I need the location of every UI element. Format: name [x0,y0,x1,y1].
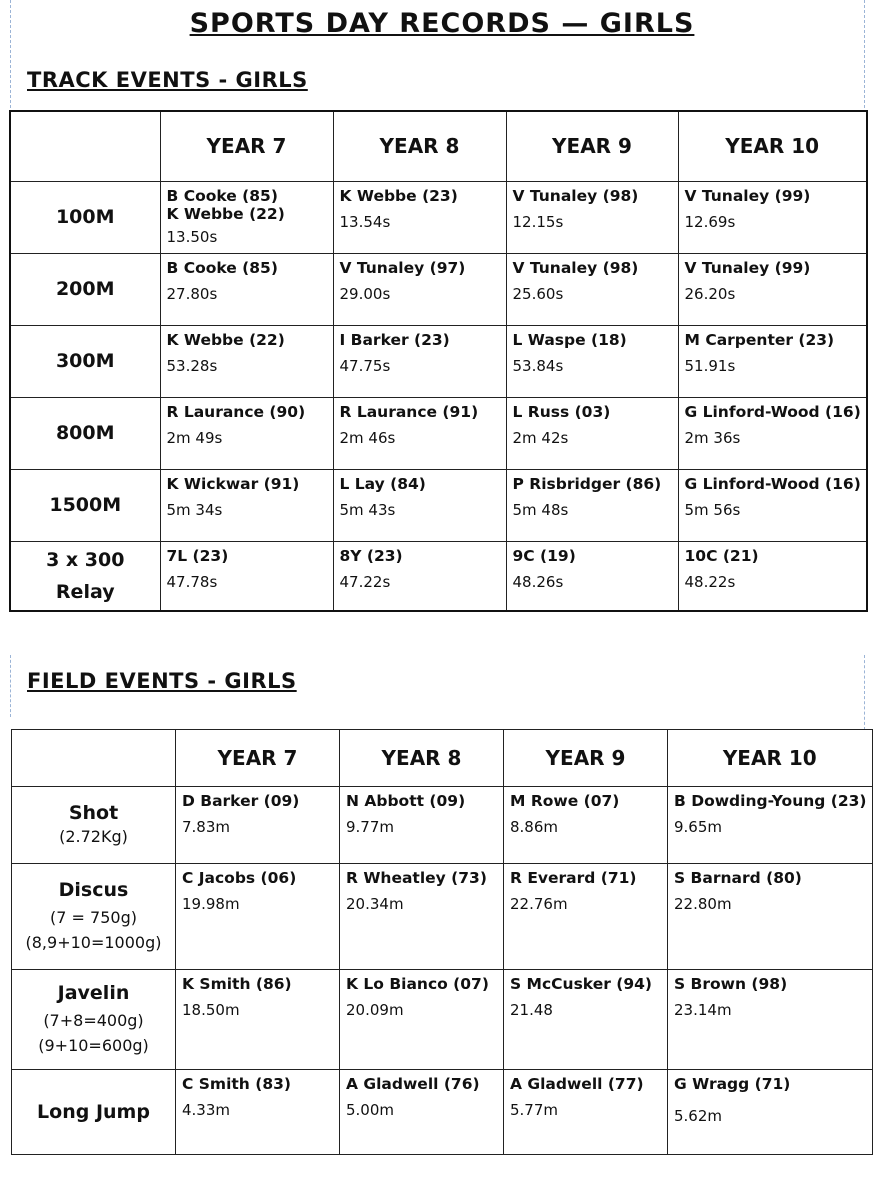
record-value: 20.09m [346,1001,404,1019]
record-cell [678,469,867,541]
record-cell [678,325,867,397]
event-name: 3 x 300 [46,548,125,571]
page-margin-left [10,655,11,717]
record-holder: L Lay (84) [339,474,426,493]
record-value: 9.77m [346,818,395,836]
field-records-table [11,729,873,1155]
record-holder-joint: K Webbe (22) [166,204,285,223]
corner-cell [12,730,176,787]
event-label [10,325,160,397]
event-name: Shot [68,801,119,824]
record-cell [504,787,668,864]
record-cell [504,970,668,1070]
record-value: 2m 36s [684,428,741,447]
record-holder: R Wheatley (73) [346,869,487,887]
record-value: 5m 56s [684,500,741,519]
corner-cell [10,111,160,181]
record-cell [160,469,333,541]
record-holder: 10C (21) [684,546,759,565]
event-name: Long Jump [37,1101,150,1123]
record-holder: R Laurance (90) [166,402,306,421]
record-cell [176,970,340,1070]
event-name: Discus [58,878,129,901]
record-cell [340,787,504,864]
event-label [10,469,160,541]
record-value: 2m 46s [339,428,396,447]
record-value: 12.69s [684,212,736,231]
table-row-800m [10,397,867,469]
record-cell [678,181,867,253]
event-spec: (8,9+10=1000g) [25,932,162,952]
event-label [12,970,176,1070]
record-holder: R Everard (71) [510,869,637,887]
record-holder: L Waspe (18) [512,330,627,349]
header-year-8: YEAR 8 [340,730,504,787]
record-cell [176,1070,340,1155]
record-value: 53.28s [166,356,218,375]
record-value: 25.60s [512,284,564,303]
table-row-200m [10,253,867,325]
record-value: 12.15s [512,212,564,231]
table-row-javelin [12,970,873,1070]
record-holder: B Cooke (85) [166,186,278,205]
record-holder: K Smith (86) [182,975,292,993]
record-value: 48.26s [512,572,564,591]
event-label [10,181,160,253]
record-cell [668,1070,873,1155]
record-value: 18.50m [182,1001,240,1019]
record-holder: B Cooke (85) [166,258,278,277]
record-value: 21.48 [510,1001,553,1019]
table-row-relay [10,541,867,611]
event-spec: (7+8=400g) [43,1010,144,1030]
record-value: 8.86m [510,818,559,836]
table-row-long-jump [12,1070,873,1155]
record-value: 19.98m [182,895,240,913]
event-name: 100M [55,206,115,228]
table-row-100m [10,181,867,253]
record-cell [340,1070,504,1155]
record-holder: L Russ (03) [512,402,611,421]
event-label [10,397,160,469]
record-cell [506,541,678,611]
record-holder: S Barnard (80) [674,869,802,887]
record-cell [176,787,340,864]
record-holder: 8Y (23) [339,546,403,565]
record-holder: V Tunaley (97) [339,258,466,277]
record-cell [678,397,867,469]
record-value: 47.75s [339,356,391,375]
event-label [10,541,160,611]
record-cell [678,253,867,325]
record-value: 13.50s [166,227,218,246]
event-name: 200M [55,278,115,300]
record-value: 7.83m [182,818,231,836]
record-cell [160,325,333,397]
record-holder: 9C (19) [512,546,576,565]
record-cell [340,970,504,1070]
record-value: 22.80m [674,895,732,913]
record-value: 5m 34s [166,500,223,519]
record-value: 23.14m [674,1001,732,1019]
header-year-10: YEAR 10 [678,111,867,181]
record-holder: S McCusker (94) [510,975,652,993]
record-holder: G Linford-Wood (16) [684,474,861,493]
record-cell [333,541,506,611]
record-value: 2m 49s [166,428,223,447]
record-holder: I Barker (23) [339,330,450,349]
header-year-8: YEAR 8 [333,111,506,181]
record-holder: V Tunaley (98) [512,186,639,205]
record-cell [668,787,873,864]
record-cell [333,397,506,469]
record-value: 13.54s [339,212,391,231]
record-holder: A Gladwell (77) [510,1075,644,1093]
table-row-discus [12,864,873,970]
record-value: 47.22s [339,572,391,591]
record-cell [678,541,867,611]
record-value: 29.00s [339,284,391,303]
event-name: 300M [55,350,115,372]
record-value: 5m 48s [512,500,569,519]
record-cell [668,864,873,970]
event-name: 1500M [49,494,122,516]
record-value: 51.91s [684,356,736,375]
header-year-9: YEAR 9 [504,730,668,787]
record-holder: D Barker (09) [182,792,300,810]
table-row-1500m [10,469,867,541]
record-value: 22.76m [510,895,568,913]
event-spec: (9+10=600g) [38,1035,149,1055]
header-year-7: YEAR 7 [160,111,333,181]
event-label [12,1070,176,1155]
record-value: 4.33m [182,1101,231,1119]
record-cell [160,541,333,611]
record-value: 48.22s [684,572,736,591]
record-holder: A Gladwell (76) [346,1075,480,1093]
record-cell [333,469,506,541]
record-value: 5.62m [674,1107,723,1125]
record-cell [668,970,873,1070]
record-cell [340,864,504,970]
table-row-shot [12,787,873,864]
record-value: 5.00m [346,1101,395,1119]
header-year-9: YEAR 9 [506,111,678,181]
record-cell [333,325,506,397]
event-name: Javelin [57,981,130,1004]
record-holder: K Webbe (23) [339,186,458,205]
record-cell [506,325,678,397]
record-value: 27.80s [166,284,218,303]
event-label [12,787,176,864]
record-cell [333,253,506,325]
record-holder: M Rowe (07) [510,792,620,810]
record-cell [506,181,678,253]
page-margin-right [864,655,865,730]
record-holder: K Lo Bianco (07) [346,975,489,993]
record-cell [160,253,333,325]
record-holder: N Abbott (09) [346,792,466,810]
record-value: 5.77m [510,1101,559,1119]
event-label [12,864,176,970]
event-spec: (2.72Kg) [59,826,128,846]
page-title: SPORTS DAY RECORDS — GIRLS [189,8,695,39]
record-holder: B Dowding-Young (23) [674,792,867,810]
field-section-title: FIELD EVENTS - GIRLS [27,669,297,693]
record-cell [160,181,333,253]
event-name-line2: Relay [55,580,115,603]
record-holder: M Carpenter (23) [684,330,835,349]
header-year-10: YEAR 10 [668,730,873,787]
table-row-300m [10,325,867,397]
record-holder: S Brown (98) [674,975,788,993]
record-value: 47.78s [166,572,218,591]
track-records-table [9,110,868,612]
record-cell [504,864,668,970]
record-holder: C Jacobs (06) [182,869,297,887]
record-holder: G Linford-Wood (16) [684,402,861,421]
record-holder: V Tunaley (98) [512,258,639,277]
record-holder: G Wragg (71) [674,1075,791,1093]
record-value: 9.65m [674,818,723,836]
record-cell [506,469,678,541]
track-section-title: TRACK EVENTS - GIRLS [27,68,308,92]
header-year-7: YEAR 7 [176,730,340,787]
record-value: 5m 43s [339,500,396,519]
table-header-row [10,111,867,181]
record-value: 20.34m [346,895,404,913]
event-spec: (7 = 750g) [50,907,137,927]
record-cell [160,397,333,469]
table-header-row [12,730,873,787]
record-value: 26.20s [684,284,736,303]
record-value: 2m 42s [512,428,569,447]
record-cell [506,397,678,469]
record-holder: C Smith (83) [182,1075,291,1093]
record-value: 53.84s [512,356,564,375]
record-cell [176,864,340,970]
record-cell [504,1070,668,1155]
record-cell [333,181,506,253]
record-holder: V Tunaley (99) [684,186,811,205]
record-cell [506,253,678,325]
record-holder: P Risbridger (86) [512,474,662,493]
record-holder: K Wickwar (91) [166,474,300,493]
event-name: 800M [55,422,115,444]
record-holder: V Tunaley (99) [684,258,811,277]
record-holder: 7L (23) [166,546,229,565]
record-holder: R Laurance (91) [339,402,479,421]
event-label [10,253,160,325]
record-holder: K Webbe (22) [166,330,285,349]
